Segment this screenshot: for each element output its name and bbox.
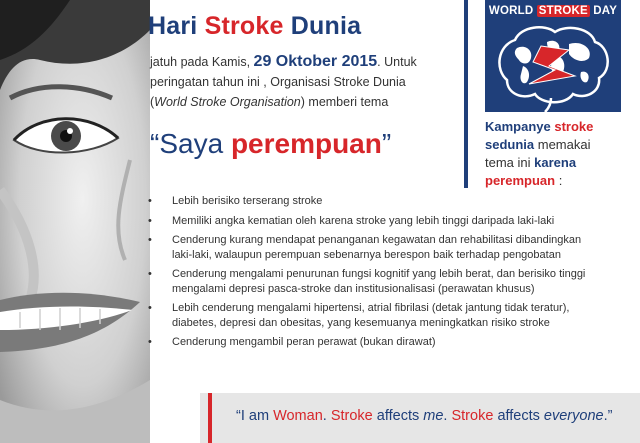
list-item: • Cenderung mengambil peran perawat (bukan dirawat) (148, 336, 436, 348)
brain-globe-icon (485, 20, 621, 112)
list-item: • Lebih cenderung mengalami hipertensi, atrial fibrilasi (detak jantung tidak teratur), diabetes, depresi dan obesitas, yang kesemuanya meningkatkan risiko stroke (148, 302, 570, 329)
event-date: 29 Oktober 2015 (253, 53, 378, 70)
list-item: • Lebih berisiko terserang stroke (148, 195, 323, 207)
world-stroke-day-logo (485, 0, 621, 112)
risk-bullet-list (148, 194, 598, 355)
quote-text: “I am Woman. Stroke affects me. Stroke affects everyone.” (236, 408, 613, 424)
intro-paragraph: jatuh pada Kamis, 29 Oktober 2015. Untuk peringatan tahun ini , Organisasi Stroke Dunia (World Stroke Organisation) memberi tema (150, 53, 417, 109)
quote-banner (200, 393, 640, 443)
page-title: Hari Stroke Dunia (148, 12, 362, 40)
vertical-divider (464, 0, 468, 188)
list-item: • Cenderung mengalami penurunan fungsi kognitif yang lebih berat, dan berisiko tinggi mengalami depresi pasca-stroke dan institusionalisasi (perawatan khusus) (148, 268, 586, 295)
list-item: • Cenderung kurang mendapat penanganan kegawatan dan rehabilitasi dibandingkan laki-laki, walaupun perempuan sebenarnya berespon baik terhadap pengobatan (148, 234, 582, 261)
woman-face-photo (0, 0, 150, 443)
list-item: • Memiliki angka kematian oleh karena stroke yang lebih tinggi daripada laki-laki (148, 214, 555, 227)
logo-text: WORLD STROKE DAY (488, 5, 618, 17)
campaign-text: Kampanye stroke sedunia memakai tema ini karena perempuan : (485, 119, 594, 188)
theme-slogan: “Saya perempuan” (150, 128, 392, 159)
quote-accent-line (208, 393, 212, 443)
